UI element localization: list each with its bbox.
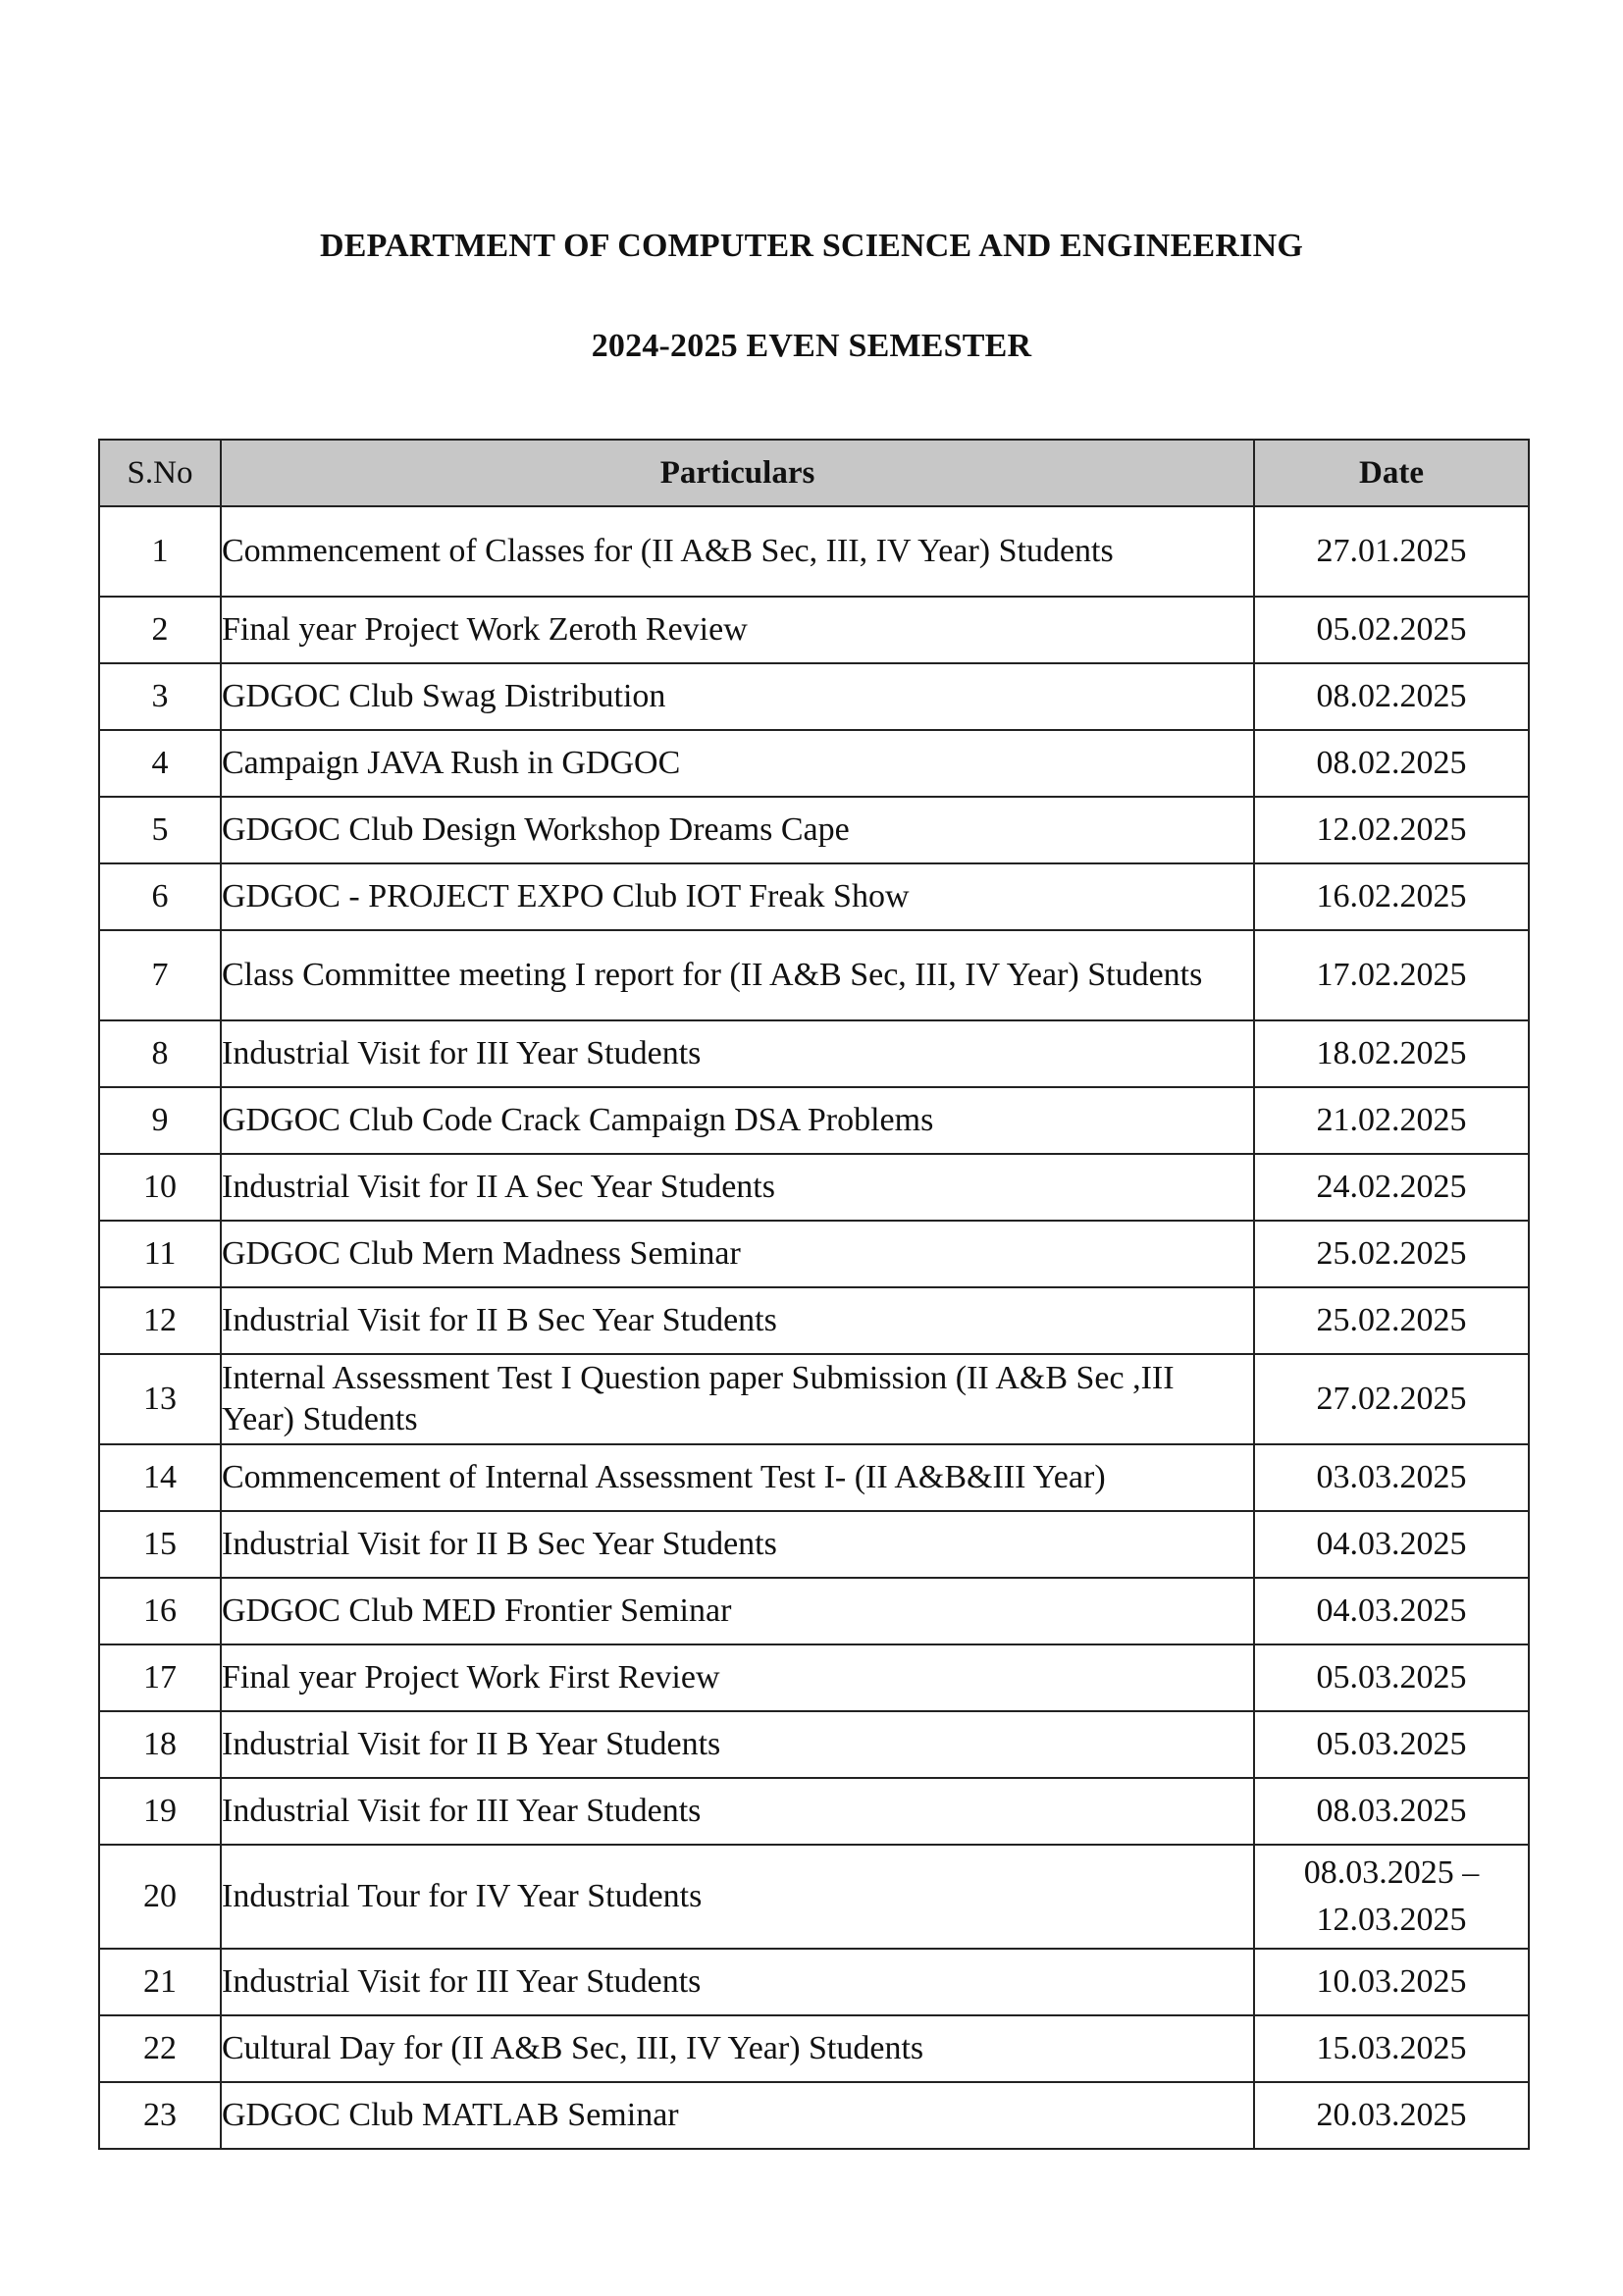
row-date: 05.03.2025 <box>1254 1644 1529 1711</box>
semester-title: 2024-2025 EVEN SEMESTER <box>591 328 1032 364</box>
row-sno: 19 <box>99 1778 221 1845</box>
table-row <box>99 930 1529 1020</box>
row-sno: 5 <box>99 797 221 863</box>
row-particulars: Class Committee meeting I report for (II A&B Sec, III, IV Year) Students <box>221 930 1254 1020</box>
table-row <box>99 1711 1529 1778</box>
row-particulars: Campaign JAVA Rush in GDGOC <box>221 730 1254 797</box>
row-sno: 20 <box>99 1845 221 1949</box>
table-row <box>99 1644 1529 1711</box>
row-sno: 6 <box>99 863 221 930</box>
row-particulars: Industrial Visit for II B Sec Year Students <box>221 1511 1254 1578</box>
column-header-particulars: Particulars <box>221 440 1254 506</box>
row-date: 08.03.2025 <box>1254 1778 1529 1845</box>
row-sno: 17 <box>99 1644 221 1711</box>
row-sno: 14 <box>99 1444 221 1511</box>
row-particulars: Cultural Day for (II A&B Sec, III, IV Year) Students <box>221 2015 1254 2082</box>
table-row <box>99 1287 1529 1354</box>
row-particulars: Industrial Visit for II A Sec Year Students <box>221 1154 1254 1221</box>
row-sno: 22 <box>99 2015 221 2082</box>
table-row <box>99 1444 1529 1511</box>
row-date: 17.02.2025 <box>1254 930 1529 1020</box>
row-sno: 11 <box>99 1221 221 1287</box>
row-sno: 4 <box>99 730 221 797</box>
column-header-date: Date <box>1254 440 1529 506</box>
row-date: 27.01.2025 <box>1254 506 1529 597</box>
row-particulars: Final year Project Work First Review <box>221 1644 1254 1711</box>
row-sno: 12 <box>99 1287 221 1354</box>
row-particulars: Commencement of Internal Assessment Test I- (II A&B&III Year) <box>221 1444 1254 1511</box>
row-sno: 15 <box>99 1511 221 1578</box>
row-particulars: GDGOC Club Swag Distribution <box>221 663 1254 730</box>
table-row <box>99 1578 1529 1644</box>
row-sno: 21 <box>99 1949 221 2015</box>
table-row <box>99 1778 1529 1845</box>
row-date: 08.02.2025 <box>1254 663 1529 730</box>
column-header-sno: S.No <box>99 440 221 506</box>
row-date: 04.03.2025 <box>1254 1578 1529 1644</box>
row-sno: 3 <box>99 663 221 730</box>
row-particulars: GDGOC Club Design Workshop Dreams Cape <box>221 797 1254 863</box>
row-sno: 16 <box>99 1578 221 1644</box>
table-row <box>99 1949 1529 2015</box>
table-row <box>99 1845 1529 1949</box>
row-particulars: Industrial Visit for II B Year Students <box>221 1711 1254 1778</box>
row-particulars: Final year Project Work Zeroth Review <box>221 597 1254 663</box>
row-date: 04.03.2025 <box>1254 1511 1529 1578</box>
row-date: 10.03.2025 <box>1254 1949 1529 2015</box>
row-particulars: GDGOC Club MED Frontier Seminar <box>221 1578 1254 1644</box>
row-sno: 18 <box>99 1711 221 1778</box>
row-date: 16.02.2025 <box>1254 863 1529 930</box>
row-date: 12.02.2025 <box>1254 797 1529 863</box>
row-particulars: GDGOC Club MATLAB Seminar <box>221 2082 1254 2149</box>
row-particulars: Industrial Tour for IV Year Students <box>221 1845 1254 1949</box>
row-sno: 2 <box>99 597 221 663</box>
table-row <box>99 506 1529 597</box>
table-row <box>99 2082 1529 2149</box>
row-date: 03.03.2025 <box>1254 1444 1529 1511</box>
table-row <box>99 597 1529 663</box>
row-date: 21.02.2025 <box>1254 1087 1529 1154</box>
row-date: 15.03.2025 <box>1254 2015 1529 2082</box>
table-row <box>99 863 1529 930</box>
row-particulars: Industrial Visit for III Year Students <box>221 1949 1254 2015</box>
row-date: 18.02.2025 <box>1254 1020 1529 1087</box>
row-particulars: Industrial Visit for III Year Students <box>221 1020 1254 1087</box>
table-row <box>99 1087 1529 1154</box>
table-row <box>99 797 1529 863</box>
table-header-row <box>99 440 1529 506</box>
row-particulars: GDGOC Club Mern Madness Seminar <box>221 1221 1254 1287</box>
row-date: 25.02.2025 <box>1254 1221 1529 1287</box>
row-date: 05.03.2025 <box>1254 1711 1529 1778</box>
table-row <box>99 2015 1529 2082</box>
row-sno: 23 <box>99 2082 221 2149</box>
row-particulars: GDGOC - PROJECT EXPO Club IOT Freak Show <box>221 863 1254 930</box>
table-row <box>99 1511 1529 1578</box>
row-sno: 8 <box>99 1020 221 1087</box>
row-sno: 1 <box>99 506 221 597</box>
row-date: 05.02.2025 <box>1254 597 1529 663</box>
row-particulars: Industrial Visit for III Year Students <box>221 1778 1254 1845</box>
schedule-table <box>98 439 1530 2150</box>
row-date: 20.03.2025 <box>1254 2082 1529 2149</box>
row-date: 24.02.2025 <box>1254 1154 1529 1221</box>
row-date: 27.02.2025 <box>1254 1354 1529 1444</box>
department-title: DEPARTMENT OF COMPUTER SCIENCE AND ENGINEERING <box>320 228 1303 264</box>
row-date: 08.02.2025 <box>1254 730 1529 797</box>
table-row <box>99 663 1529 730</box>
row-date: 25.02.2025 <box>1254 1287 1529 1354</box>
row-particulars: Internal Assessment Test I Question paper Submission (II A&B Sec ,III Year) Students <box>221 1354 1254 1444</box>
row-particulars: GDGOC Club Code Crack Campaign DSA Problems <box>221 1087 1254 1154</box>
row-particulars: Industrial Visit for II B Sec Year Students <box>221 1287 1254 1354</box>
table-row <box>99 1221 1529 1287</box>
row-sno: 9 <box>99 1087 221 1154</box>
row-sno: 10 <box>99 1154 221 1221</box>
table-row <box>99 1020 1529 1087</box>
row-particulars: Commencement of Classes for (II A&B Sec, III, IV Year) Students <box>221 506 1254 597</box>
row-sno: 13 <box>99 1354 221 1444</box>
table-row <box>99 1354 1529 1444</box>
table-row <box>99 730 1529 797</box>
row-sno: 7 <box>99 930 221 1020</box>
row-date: 08.03.2025 – 12.03.2025 <box>1254 1845 1529 1949</box>
table-row <box>99 1154 1529 1221</box>
